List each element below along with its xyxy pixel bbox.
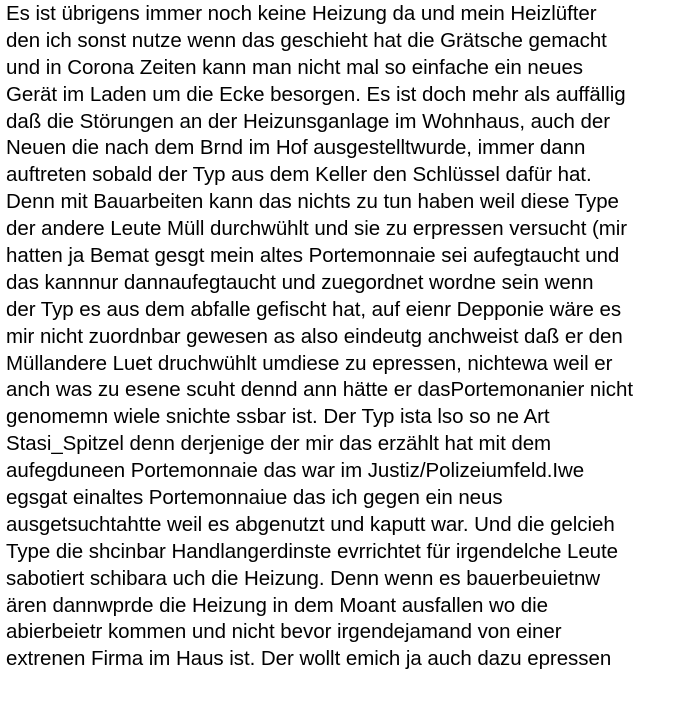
text-line: und in Corona Zeiten kann man nicht mal so einfache ein neues [6,55,584,79]
text-line: Müllandere Luet druchwühlt umdiese zu epressen, nichtewa weil er [6,351,613,375]
text-line: extrenen Firma im Haus ist. Der wollt emich ja auch dazu epressen [6,647,612,671]
text-line: den ich sonst nutze wenn das geschieht hat die Grätsche gemacht [6,28,607,52]
text-line: mir nicht zuordnbar gewesen as also eindeutg anchweist daß er den [6,324,623,348]
text-line: daß die Störungen an der Heizunsganlage im Wohnhaus, auch der [6,109,610,133]
text-line: ausgetsuchtahtte weil es abgenutzt und kaputt war. Und die gelcieh [6,512,615,536]
text-line: sabotiert schibara uch die Heizung. Denn wenn es bauerbeuietnw [6,566,601,590]
text-line: das kannnur dannaufegtaucht und zuegordnet wordne sein wenn [6,270,594,294]
text-line: egsgat einaltes Portemonnaiue das ich gegen ein neus [6,486,503,510]
text-line: genomemn wiele snichte ssbar ist. Der Typ ista lso so ne Art [6,405,550,429]
text-line: hatten ja Bemat gesgt mein altes Portemonnaie sei aufegtaucht und [6,244,620,268]
text-line: ären dannwprde die Heizung in dem Moant ausfallen wo die [6,593,548,617]
text-line: abierbeietr kommen und nicht bevor irgendejamand von einer [6,620,562,644]
text-line: der andere Leute Müll durchwühlt und sie zu erpressen versucht (mir [6,217,628,241]
text-line: anch was zu esene scuht dennd ann hätte er dasPortemonanier nicht [6,378,633,402]
text-line: Denn mit Bauarbeiten kann das nichts zu tun haben weil diese Type [6,190,619,214]
text-line: Es ist übrigens immer noch keine Heizung da und mein Heizlüfter [6,2,597,25]
text-line: Type die shcinbar Handlangerdinste evrrichtet für irgendelche Leute [6,539,619,563]
text-line: Neuen die nach dem Brnd im Hof ausgestelltwurde, immer dann [6,136,586,160]
document-body [6,1,682,673]
text-line: Stasi_Spitzel denn derjenige der mir das erzählt hat mit dem [6,432,552,456]
text-line: der Typ es aus dem abfalle gefischt hat, auf eienr Depponie wäre es [6,297,622,321]
text-line: auftreten sobald der Typ aus dem Keller den Schlüssel dafür hat. [6,163,592,187]
text-line: aufegduneen Portemonnaie das war im Justiz/Polizeiumfeld.Iwe [6,459,585,483]
text-line: Gerät im Laden um die Ecke besorgen. Es ist doch mehr als auffällig [6,82,626,106]
